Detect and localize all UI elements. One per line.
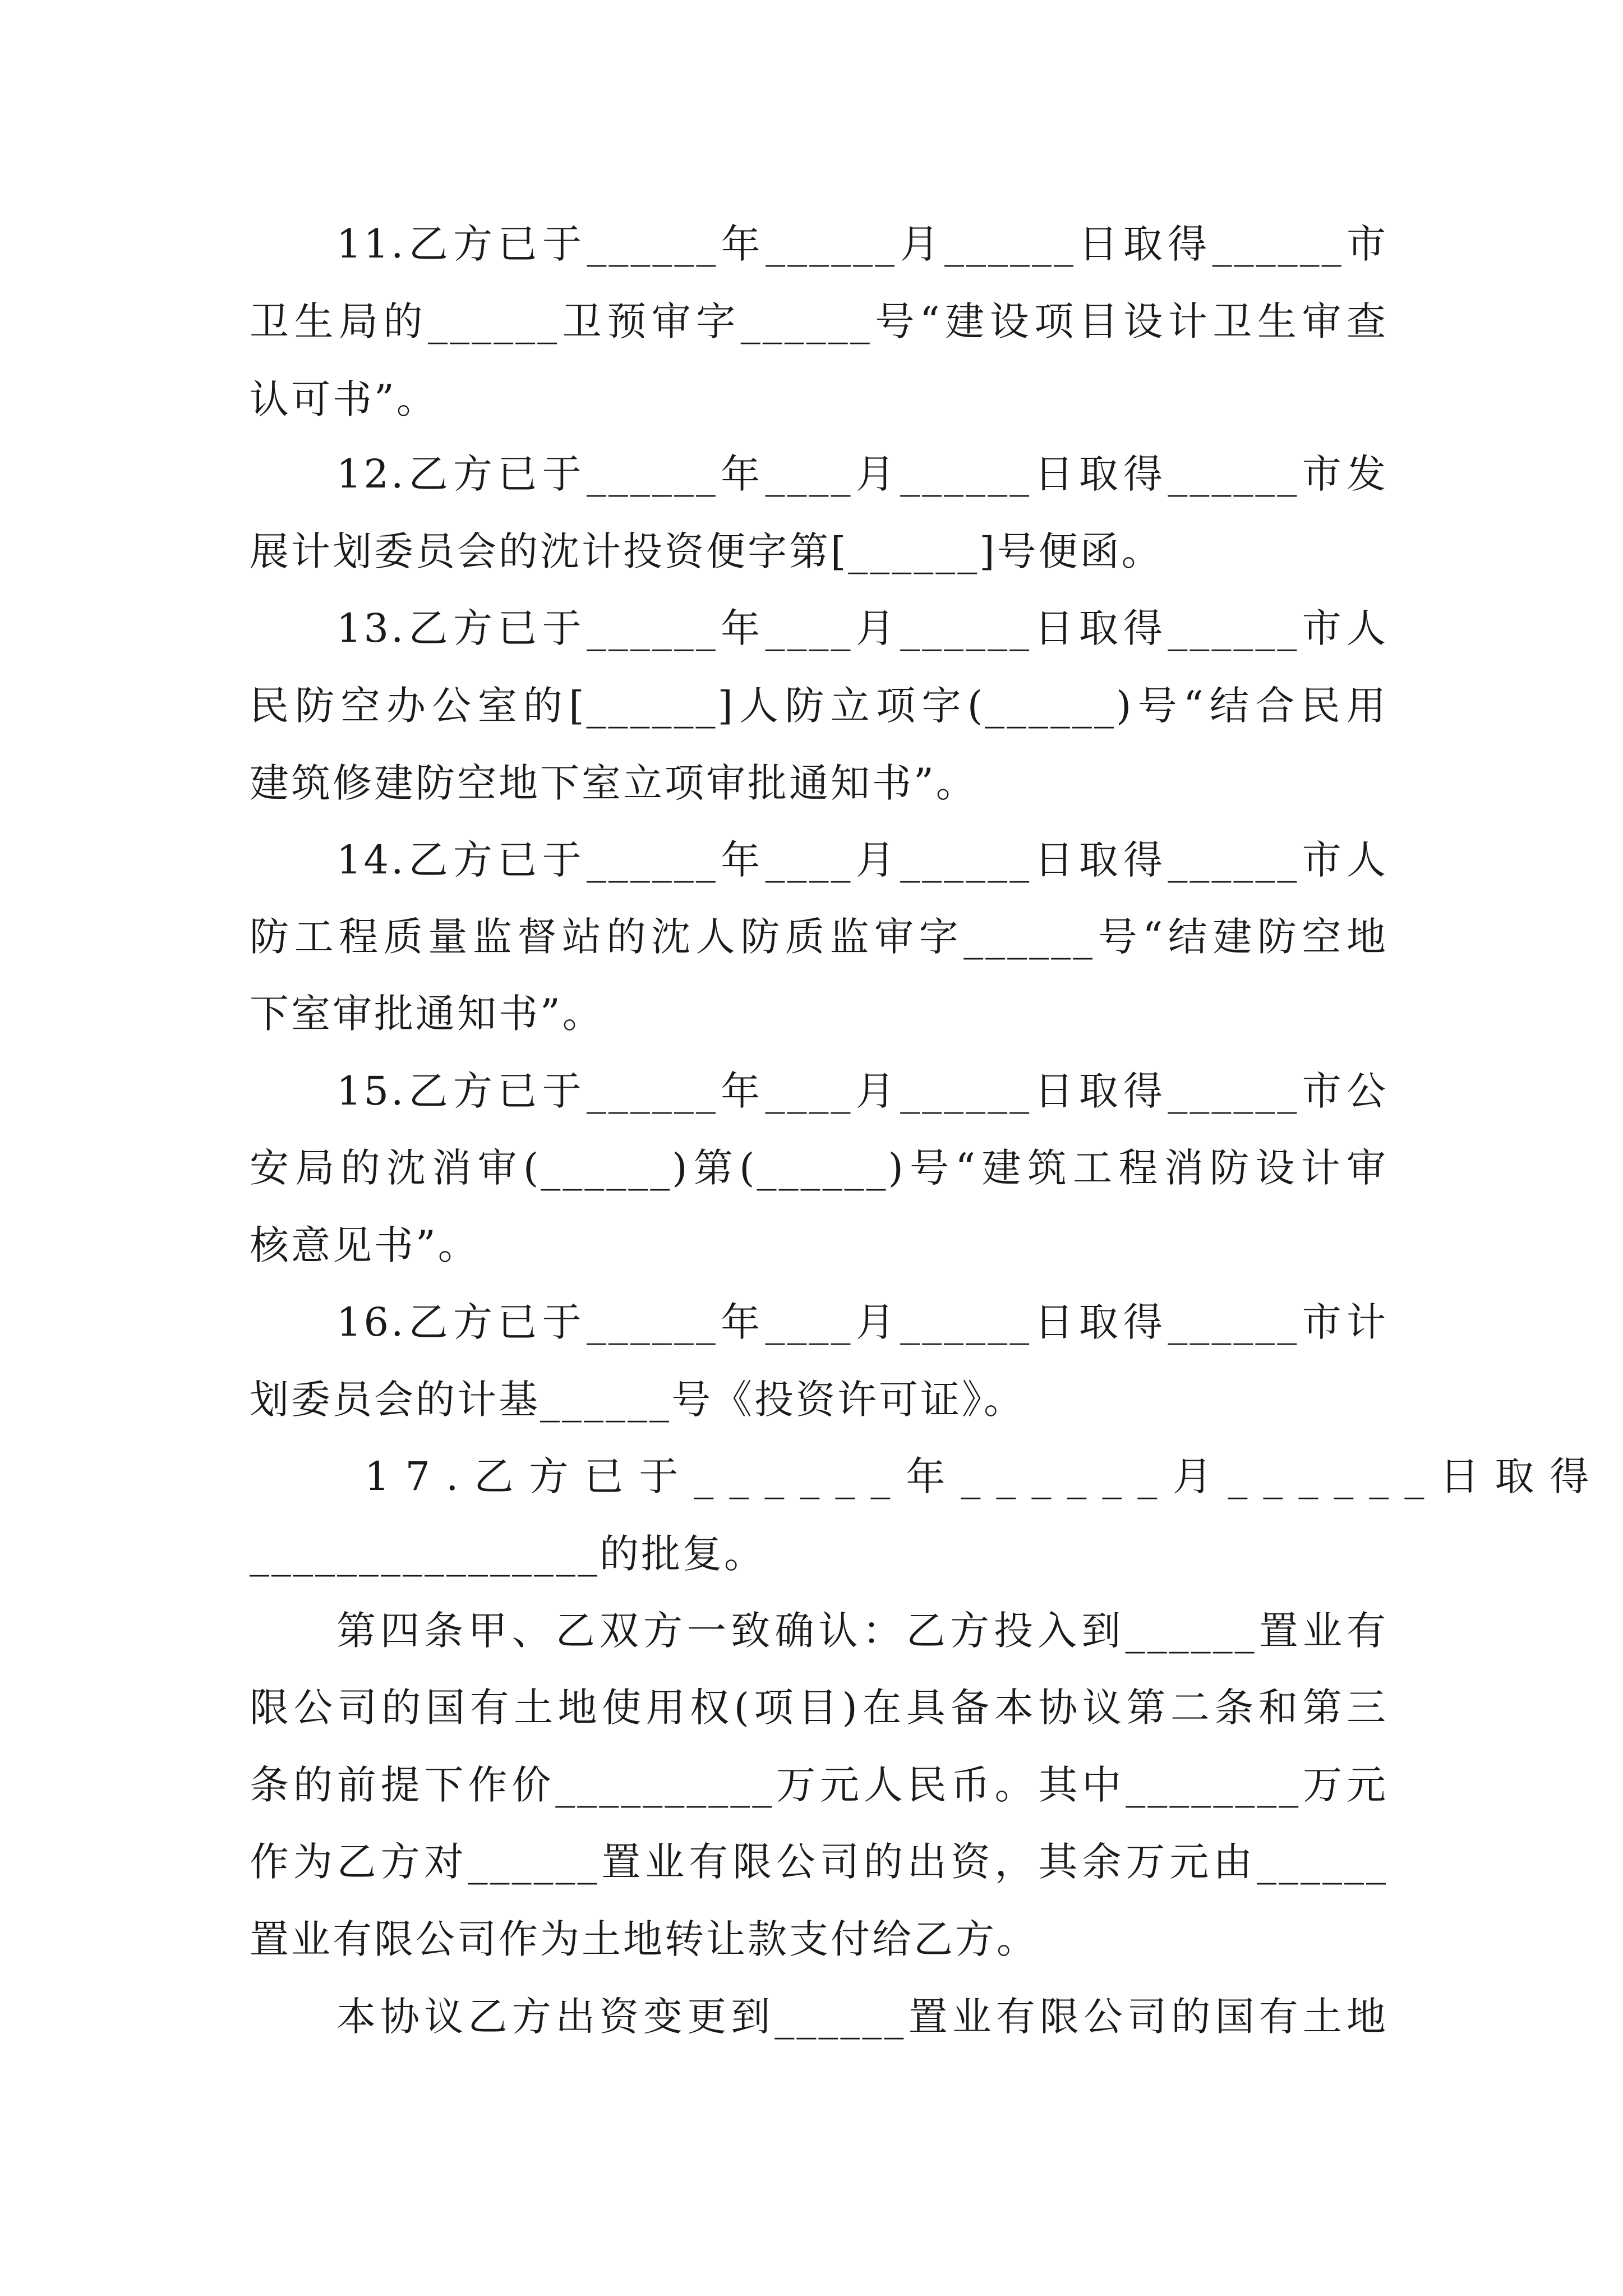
clause-15-line-3: 核意见书”。 <box>250 1222 479 1268</box>
agreement-paragraph-line-1: 本协议乙方出资变更到______置业有限公司的国有土地 <box>336 1994 1388 2040</box>
clause-13-line-1: 13.乙方已于______年____月______日取得______市人 <box>336 605 1388 651</box>
article-4-line-1: 第四条甲、乙双方一致确认：乙方投入到______置业有 <box>336 1608 1388 1654</box>
clause-17-line-2: ________________的批复。 <box>250 1531 766 1577</box>
clause-15-line-1: 15.乙方已于______年____月______日取得______市公 <box>336 1068 1388 1114</box>
clause-16-line-2: 划委员会的计基______号《投资许可证》。 <box>250 1377 1025 1423</box>
article-4-line-5: 置业有限公司作为土地转让款支付给乙方。 <box>250 1916 1038 1962</box>
clause-14-line-3: 下室审批通知书”。 <box>250 991 604 1037</box>
clause-12-line-1: 12.乙方已于______年____月______日取得______市发 <box>336 451 1388 497</box>
clause-15-line-2: 安局的沈消审(______)第(______)号“建筑工程消防设计审 <box>250 1145 1388 1191</box>
clause-13-line-3: 建筑修建防空地下室立项审批通知书”。 <box>250 760 978 806</box>
clause-14-line-1: 14.乙方已于______年____月______日取得______市人 <box>336 837 1388 883</box>
clause-13-line-2: 民防空办公室的[______]人防立项字(______)号“结合民用 <box>250 683 1388 729</box>
clause-11-line-2: 卫生局的______卫预审字______号“建设项目设计卫生审查 <box>250 298 1388 344</box>
clause-11-line-1: 11.乙方已于______年______月______日取得______市 <box>336 221 1388 267</box>
article-4-line-4: 作为乙方对______置业有限公司的出资，其余万元由______ <box>250 1839 1388 1885</box>
article-4-line-2: 限公司的国有土地使用权(项目)在具备本协议第二条和第三 <box>250 1685 1388 1731</box>
clause-12-line-2: 展计划委员会的沈计投资便字第[______]号便函。 <box>250 528 1163 574</box>
clause-16-line-1: 16.乙方已于______年____月______日取得______市计 <box>336 1299 1388 1345</box>
article-4-line-3: 条的前提下作价__________万元人民币。其中________万元 <box>250 1762 1388 1808</box>
clause-14-line-2: 防工程质量监督站的沈人防质监审字______号“结建防空地 <box>250 914 1388 960</box>
clause-17-line-1: 17.乙方已于______年______月______日取得 <box>365 1453 1605 1499</box>
clause-11-line-3: 认可书”。 <box>250 376 438 422</box>
